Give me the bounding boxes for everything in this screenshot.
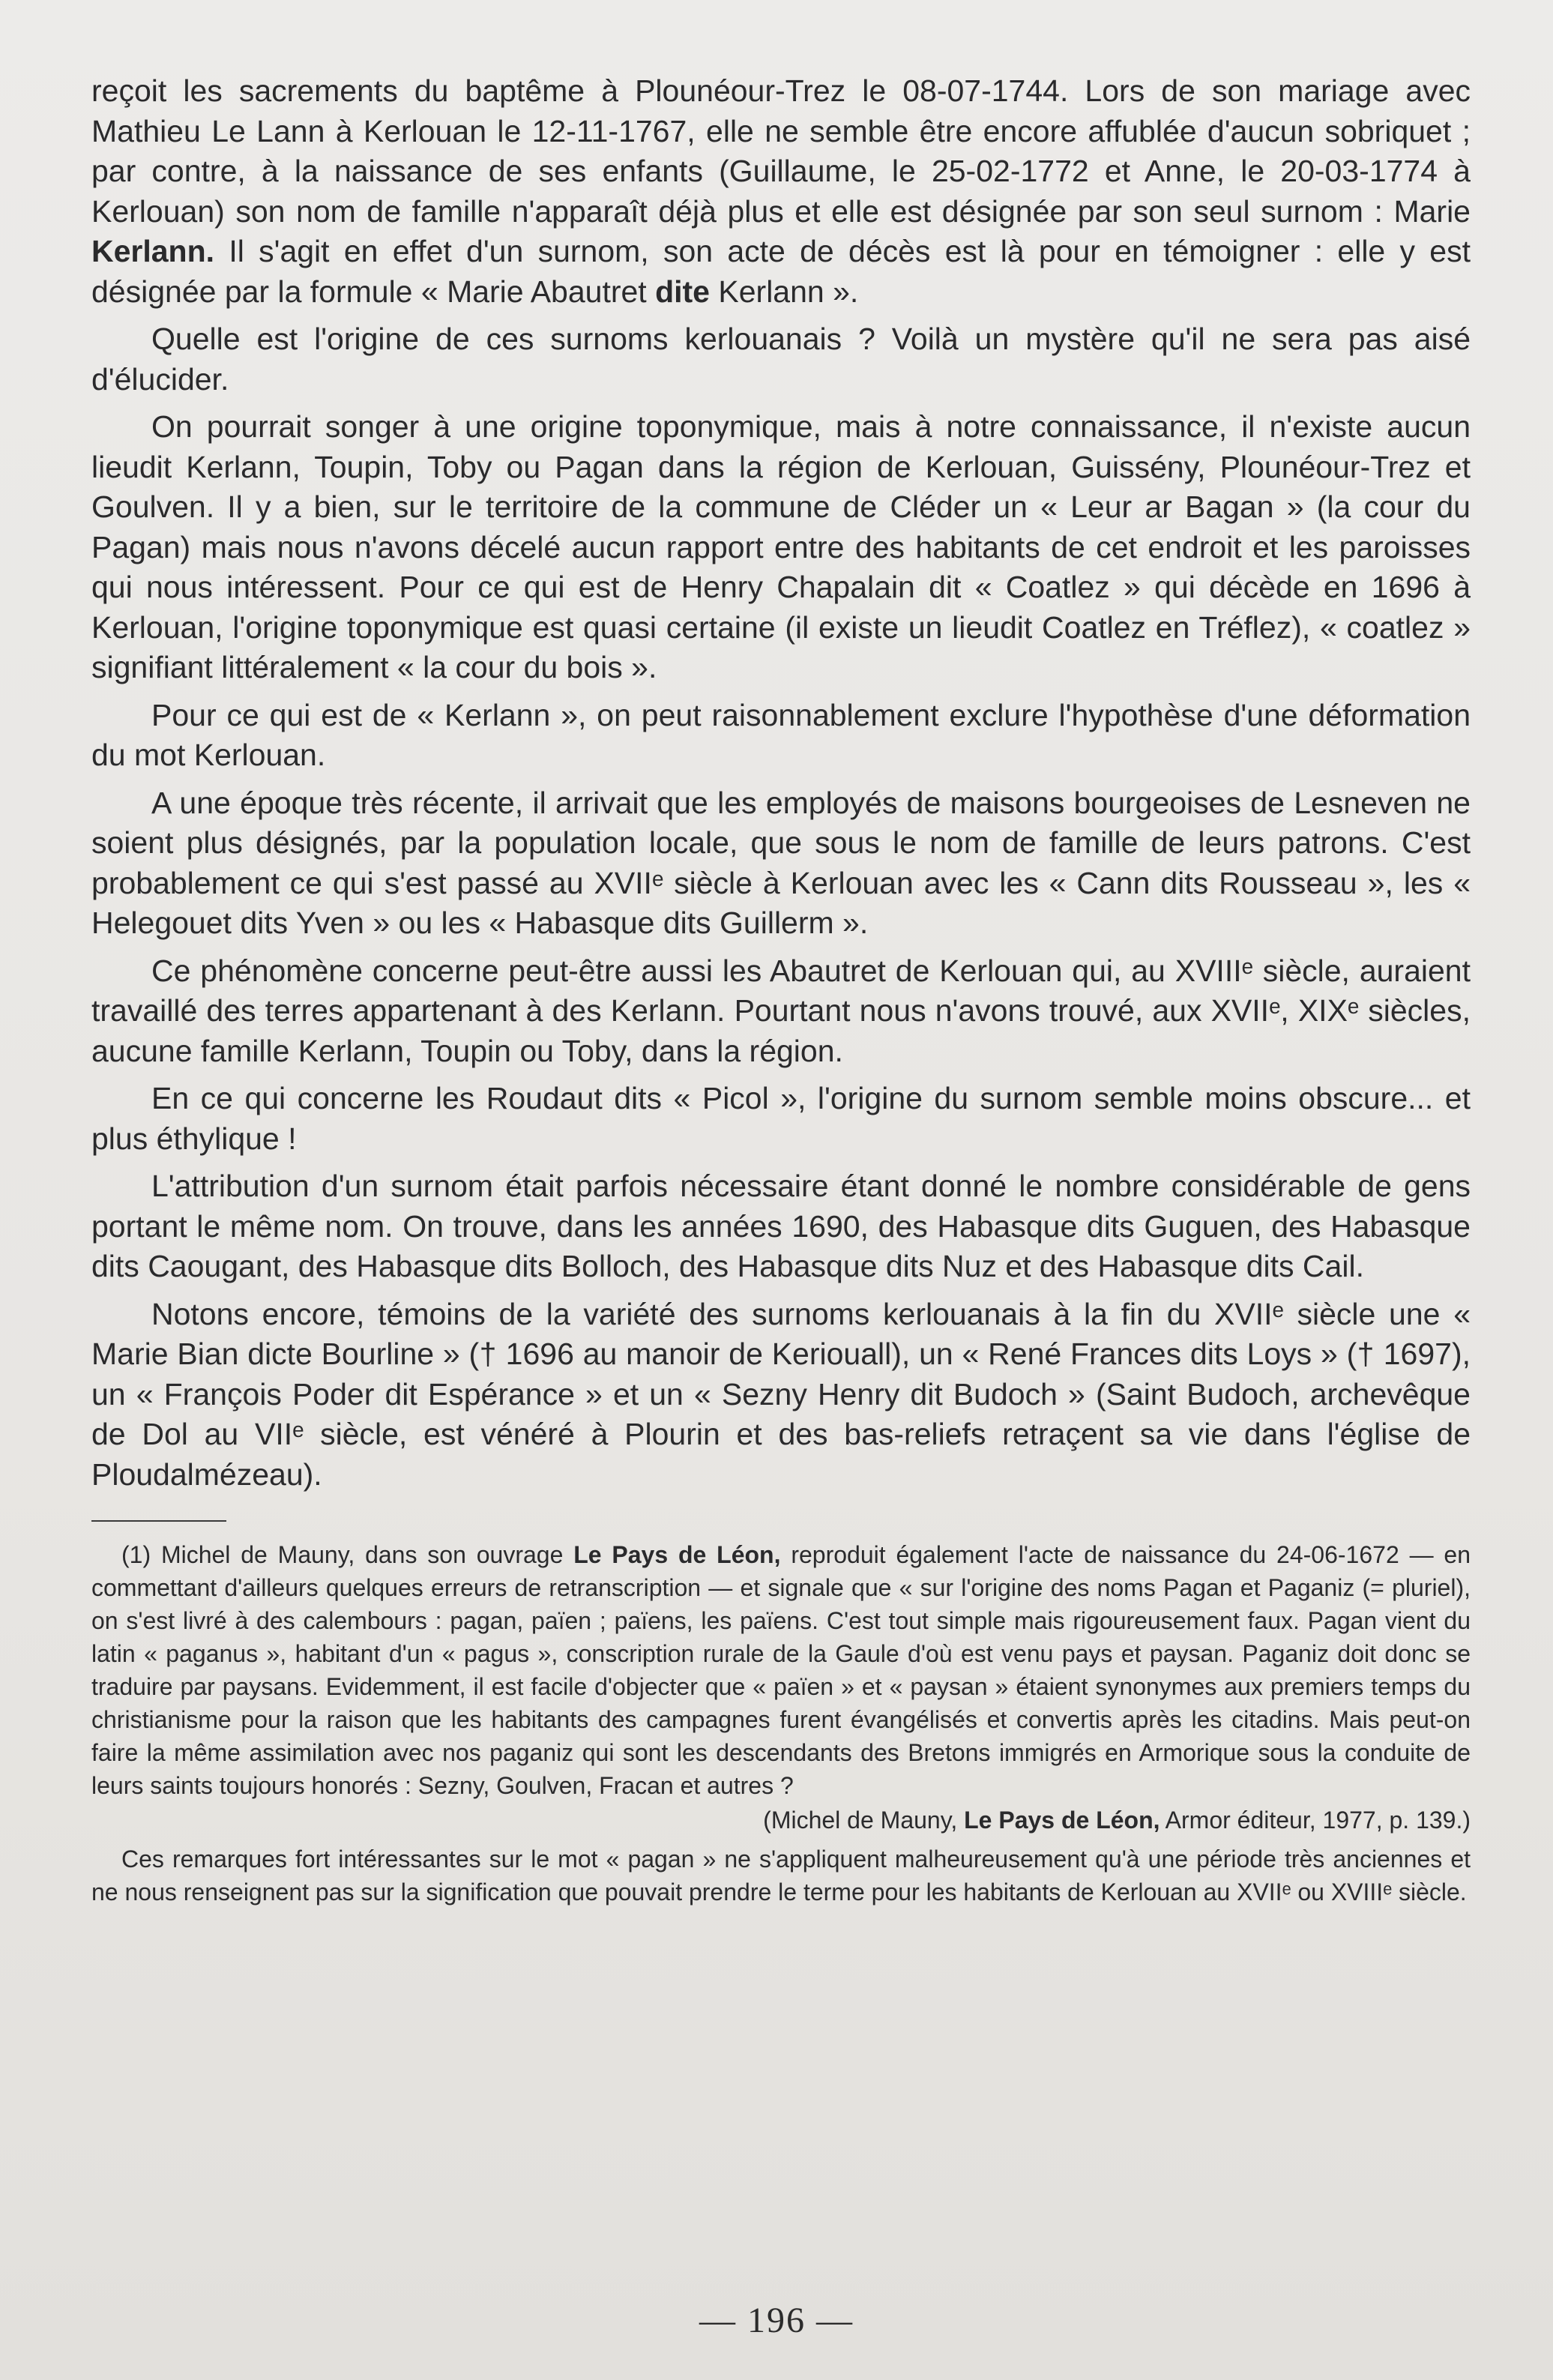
footnote: (1) Michel de Mauny, dans son ouvrage Le Pays de Léon, reproduit également l'acte de naissance du 24-06-1672 — en commettant d'ailleurs quelques erreurs de retranscription — et signale que « sur l'origine des noms Pagan et Paganiz (= pluriel), on s'est livré à des calembours : pagan, païen ; païens, les païens. C'est tout simple mais rigoureusement faux. Pagan vient du latin « paganus », habitant d'un « pagus », conscription rurale de la Gaule d'où est venu pays et paysan. Paganiz doit donc se traduire par paysans. Evidemment, il est facile d'objecter que « païen » et « paysan » étaient synonymes aux premiers temps du christianisme pour la raison que les habitants des campagnes furent évangélisés et convertis après les citadins. Mais peut-on faire la même assimilation avec nos paganiz qui sont les descendants des Bretons immigrés en Armorique sous la conduite de leurs saints toujours honorés : Sezny, Goulven, Fracan et autres ? — [91, 1541, 1471, 1799]
paragraph: Quelle est l'origine de ces surnoms kerlouanais ? Voilà un mystère qu'il ne sera pas aisé d'élucider. — [91, 322, 1471, 397]
text-column — [91, 71, 1471, 1908]
paragraph: L'attribution d'un surnom était parfois nécessaire étant donné le nombre considérable de gens portant le même nom. On trouve, dans les années 1690, des Habasque dits Guguen, des Habasque dits Caougant, des Habasque dits Bolloch, des Habasque dits Nuz et des Habasque dits Cail. — [91, 1169, 1471, 1283]
footnote-divider — [91, 1520, 226, 1522]
paragraph: On pourrait songer à une origine toponymique, mais à notre connaissance, il n'existe aucun lieudit Kerlann, Toupin, Toby ou Pagan dans la région de Kerlouan, Guissény, Plounéour-Trez et Goulven. Il y a bien, sur le territoire de la commune de Cléder un « Leur ar Bagan » (la cour du Pagan) mais nous n'avons décelé aucun rapport entre des habitants de cet endroit et les paroisses qui nous intéressent. Pour ce qui est de Henry Chapalain dit « Coatlez » qui décède en 1696 à Kerlouan, l'origine toponymique est quasi certaine (il existe un lieudit Coatlez en Tréflez), « coatlez » signifiant littéralement « la cour du bois ». — [91, 409, 1471, 684]
paragraph: Pour ce qui est de « Kerlann », on peut raisonnablement exclure l'hypothèse d'une déformation du mot Kerlouan. — [91, 697, 1471, 772]
paragraph: A une époque très récente, il arrivait que les employés de maisons bourgeoises de Lesneven ne soient plus désignés, par la population locale, que sous le nom de famille de leurs patrons. C'est probablement ce qui s'est passé au XVIIᵉ siècle à Kerlouan avec les « Cann dits Rousseau », les « Helegouet dits Yven » ou les « Habasque dits Guillerm ». — [91, 785, 1471, 940]
paragraph: reçoit les sacrements du baptême à Plounéour-Trez le 08-07-1744. Lors de son mariage avec Mathieu Le Lann à Kerlouan le 12-11-1767, elle ne semble être encore affublée d'aucun sobriquet ; par contre, à la naissance de ses enfants (Guillaume, le 25-02-1772 et Anne, le 20-03-1774 à Kerlouan) son nom de famille n'apparaît déjà plus et elle est désignée par son seul surnom : Marie Kerlann. Il s'agit en effet d'un surnom, son acte de décès est là pour en témoigner : elle y est désignée par la formule « Marie Abautret dite Kerlann ». — [91, 73, 1471, 309]
page-number: — 196 — — [699, 2301, 854, 2340]
footnote-remark: Ces remarques fort intéressantes sur le mot « pagan » ne s'appliquent malheureusement qu'à une période très anciennes et ne nous renseignent pas sur la signification que pouvait prendre le terme pour les habitants de Kerlouan au XVIIᵉ ou XVIIIᵉ siècle. — [91, 1846, 1471, 1905]
footnote-citation: (Michel de Mauny, Le Pays de Léon, Armor éditeur, 1977, p. 139.) — [763, 1807, 1471, 1834]
paragraph: En ce qui concerne les Roudaut dits « Picol », l'origine du surnom semble moins obscure... et plus éthylique ! — [91, 1081, 1471, 1156]
paragraph: Ce phénomène concerne peut-être aussi les Abautret de Kerlouan qui, au XVIIIᵉ siècle, auraient travaillé des terres appartenant à des Kerlann. Pourtant nous n'avons trouvé, aux XVIIᵉ, XIXᵉ siècles, aucune famille Kerlann, Toupin ou Toby, dans la région. — [91, 953, 1471, 1068]
paragraph: Notons encore, témoins de la variété des surnoms kerlouanais à la fin du XVIIᵉ siècle une « Marie Bian dicte Bourline » († 1696 au manoir de Keriouall), un « René Frances dits Loys » († 1697), un « François Poder dit Espérance » et un « Sezny Henry dit Budoch » (Saint Budoch, archevêque de Dol au VIIᵉ siècle, est vénéré à Plourin et des bas-reliefs retraçent sa vie dans l'église de Ploudalmézeau). — [91, 1296, 1471, 1492]
